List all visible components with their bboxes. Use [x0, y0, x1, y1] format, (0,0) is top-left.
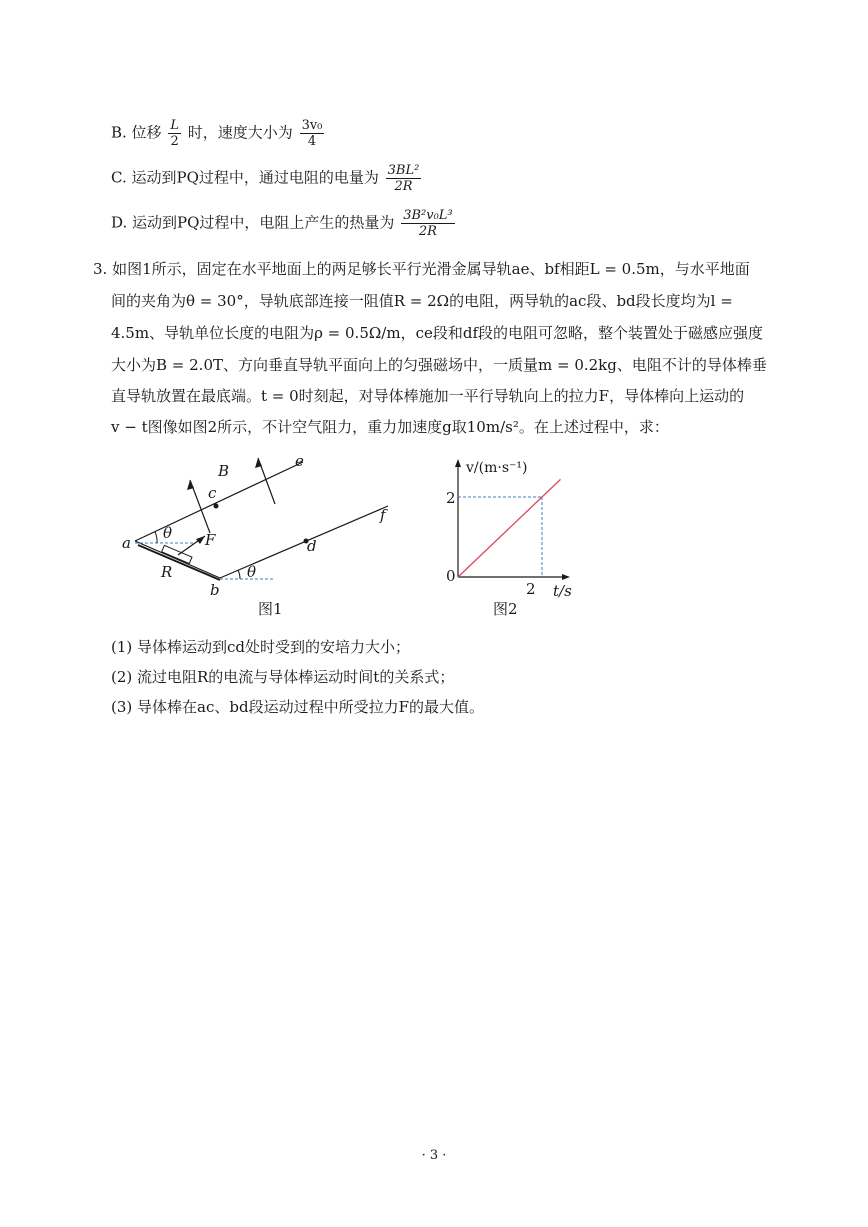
sub-question-2: (2) 流过电阻R的电流与导体棒运动时间t的关系式；: [111, 668, 455, 686]
label-a: a: [122, 534, 131, 552]
figure-1-caption: 图1: [258, 600, 283, 618]
conductor-rod: [138, 545, 220, 580]
figure-2-caption: 图2: [493, 600, 518, 618]
chart-xlabel: t/s: [553, 582, 572, 600]
fraction-heat: [401, 208, 454, 239]
fraction-l-over-2: [168, 118, 181, 149]
plot-area: [458, 479, 560, 577]
fraction-denominator: 2: [170, 134, 179, 149]
question-line: 4.5m、导轨单位长度的电阻为ρ = 0.5Ω/m，ce段和df段的电阻可忽略，整个装置处于磁感应强度: [111, 324, 764, 342]
fraction-speed: [300, 118, 325, 149]
angle-arc-b: [238, 570, 240, 579]
label-f-force: F: [205, 531, 216, 549]
page-number: · 3 ·: [421, 1148, 447, 1163]
fraction-denominator: 4: [307, 134, 317, 149]
label-b-point: b: [210, 581, 220, 599]
option-b-middle: 时，速度大小为: [187, 123, 293, 142]
question-line: v − t图像如图2所示，不计空气阻力，重力加速度g取10m/s²。在上述过程中，求：: [111, 418, 669, 436]
fraction-numerator: 3BL²: [387, 163, 420, 178]
label-theta-a: θ: [163, 524, 173, 542]
series-line: [458, 479, 560, 577]
chart-origin: 0: [446, 567, 456, 585]
option-b: [111, 118, 326, 149]
x-axis-arrow-icon: [562, 574, 570, 580]
question-line: 3. 如图1所示，固定在水平地面上的两足够长平行光滑金属导轨ae、bf相距L = 0.5m，与水平地面: [93, 260, 750, 278]
fraction-charge: [386, 163, 422, 194]
fraction-numerator: 3B²v₀L³: [403, 208, 453, 223]
label-f-rail: f: [380, 506, 386, 524]
sub-question-1: (1) 导体棒运动到cd处时受到的安培力大小；: [111, 638, 411, 656]
chart-y-tick: 2: [446, 489, 456, 507]
y-axis-arrow-icon: [455, 459, 461, 467]
point-c-dot: [214, 504, 219, 509]
label-d: d: [307, 537, 317, 555]
option-b-prefix: B. 位移: [111, 123, 162, 142]
question-line: 直导轨放置在最底端。t = 0时刻起，对导体棒施加一平行导轨向上的拉力F，导体棒向上运动的: [111, 387, 745, 405]
label-b-field: B: [218, 462, 230, 480]
question-line: 间的夹角为θ = 30°，导轨底部连接一阻值R = 2Ω的电阻，两导轨的ac段、bd段长度均为l =: [111, 292, 733, 310]
label-e: e: [295, 452, 304, 470]
chart-ylabel: v/(m·s⁻¹): [466, 460, 528, 476]
chart-x-tick: 2: [526, 580, 536, 598]
label-r-resistor: R: [161, 563, 173, 581]
option-c: [111, 163, 423, 194]
option-c-text: C. 运动到PQ过程中，通过电阻的电量为: [111, 168, 379, 187]
fraction-numerator: L: [170, 118, 179, 133]
question-line: 大小为B = 2.0T、方向垂直导轨平面向上的匀强磁场中，一质量m = 0.2kg、电阻不计的导体棒垂: [111, 356, 767, 374]
arrowhead-icon: [196, 536, 205, 544]
label-theta-b: θ: [247, 563, 257, 581]
label-c: c: [208, 484, 217, 502]
fraction-denominator: 2R: [394, 179, 413, 194]
fraction-numerator: 3v₀: [301, 118, 323, 133]
option-d: [111, 208, 457, 239]
sub-question-3: (3) 导体棒在ac、bd段运动过程中所受拉力F的最大值。: [111, 698, 484, 716]
option-d-text: D. 运动到PQ过程中，电阻上产生的热量为: [111, 213, 395, 232]
angle-arc-a: [155, 532, 157, 543]
fraction-denominator: 2R: [418, 224, 437, 239]
